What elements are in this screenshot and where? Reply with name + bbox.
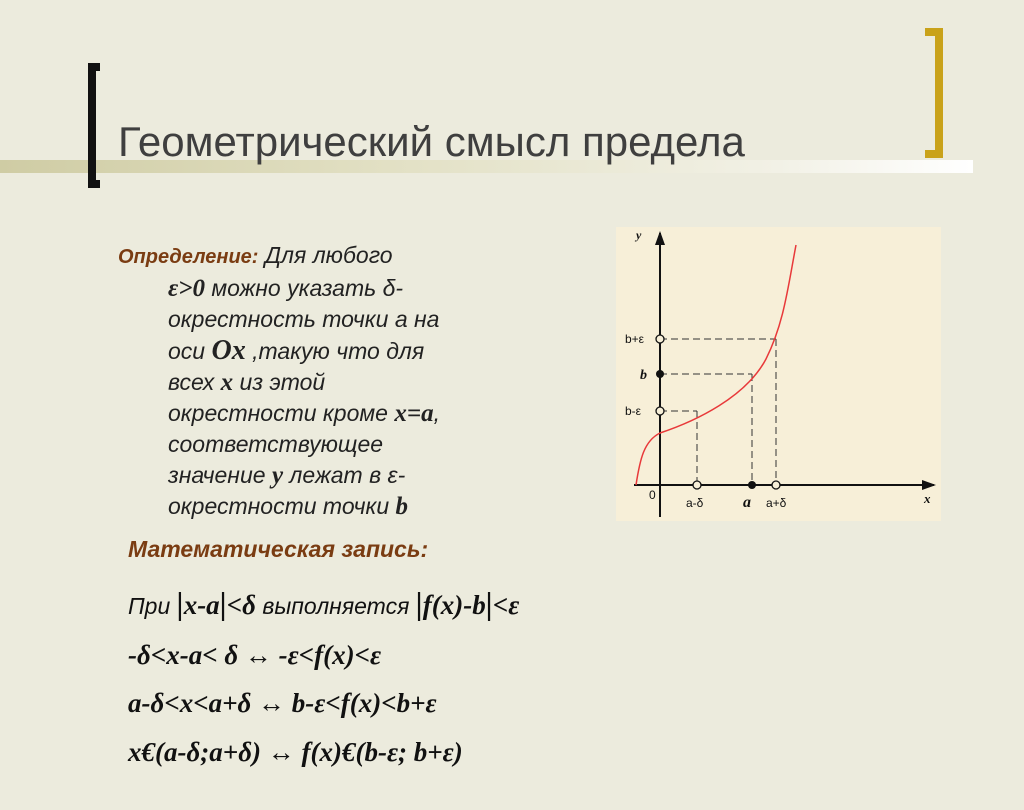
definition-text: лежат в ε- [283,462,406,488]
label-b-minus-eps: b-ε [625,404,642,418]
x-axis-arrow-icon [922,480,936,490]
point-b-plus-eps [656,335,664,343]
definition-text: значение [168,462,272,488]
label-a-minus-delta: a-δ [686,496,704,510]
x-equals-a: x=a [394,400,434,427]
math-text: При [128,593,177,619]
definition-label: Определение: [118,246,259,268]
definition-line-2 [118,273,518,304]
var-y: y [271,462,284,489]
definition-line-7 [118,429,518,460]
math-expr: x-a [183,590,220,620]
point-a [748,481,756,489]
guide-lines [660,339,776,485]
definition-line-3 [118,304,518,335]
definition-text: можно указать δ- [205,275,404,301]
left-bracket-decoration [88,63,100,188]
point-a-plus-delta [772,481,780,489]
var-b: b [395,493,409,520]
x-axis-label: x [924,491,931,506]
definition-line-8 [118,460,518,491]
definition-text: Для любого [258,242,393,268]
definition-text: из этой [233,369,326,395]
y-axis-label: y [636,228,642,242]
var-x: x [220,369,234,396]
definition-text: оси [168,338,212,364]
point-b-minus-eps [656,407,664,415]
abs-bar: | [219,585,227,621]
math-line-1 [128,585,519,622]
definition-text: окрестности кроме [168,400,395,426]
abs-bar: | [485,585,493,621]
definition-line-9 [118,491,518,522]
math-text: выполняется [255,593,416,619]
math-expr: <δ [226,590,256,620]
label-a: a [743,494,751,511]
abs-bar: | [176,585,184,621]
math-line-4: x€(a-δ;a+δ) ↔ f(x)€(b-ε; b+ε) [128,737,463,767]
limit-graph [616,227,941,521]
definition-text: окрестности точки [168,493,396,519]
definition-text: соответствующее [168,431,384,457]
point-a-minus-delta [693,481,701,489]
label-a-plus-delta: a+δ [766,496,787,510]
epsilon-condition: ε>0 [168,275,205,302]
slide-title: Геометрический смысл предела [118,118,745,165]
definition-line-4 [118,335,518,367]
definition-text: всех [168,369,221,395]
definition-text: ,такую что для [245,338,425,364]
definition-line-1 [118,240,518,273]
definition-block [118,240,518,522]
math-expr: f(x)-b [422,590,486,620]
label-b: b [640,368,647,383]
definition-text: окрестность точки а на [168,306,440,332]
y-axis-arrow-icon [655,231,665,245]
abs-bar: | [415,585,423,621]
math-line-3: a-δ<x<a+δ ↔ b-ε<f(x)<b+ε [128,688,437,718]
axis-ox: Ox [211,335,246,366]
definition-line-6 [118,398,518,429]
origin-label: 0 [649,488,656,502]
point-b [656,370,664,378]
right-bracket-decoration [925,28,943,158]
math-notation-label: Математическая запись: [128,536,429,562]
label-b-plus-eps: b+ε [625,332,645,346]
definition-line-5 [118,367,518,398]
math-expr: <ε [492,590,520,620]
math-line-2: -δ<x-a< δ ↔ -ε<f(x)<ε [128,640,382,670]
definition-text: , [433,400,440,426]
limit-graph-svg [616,227,941,521]
